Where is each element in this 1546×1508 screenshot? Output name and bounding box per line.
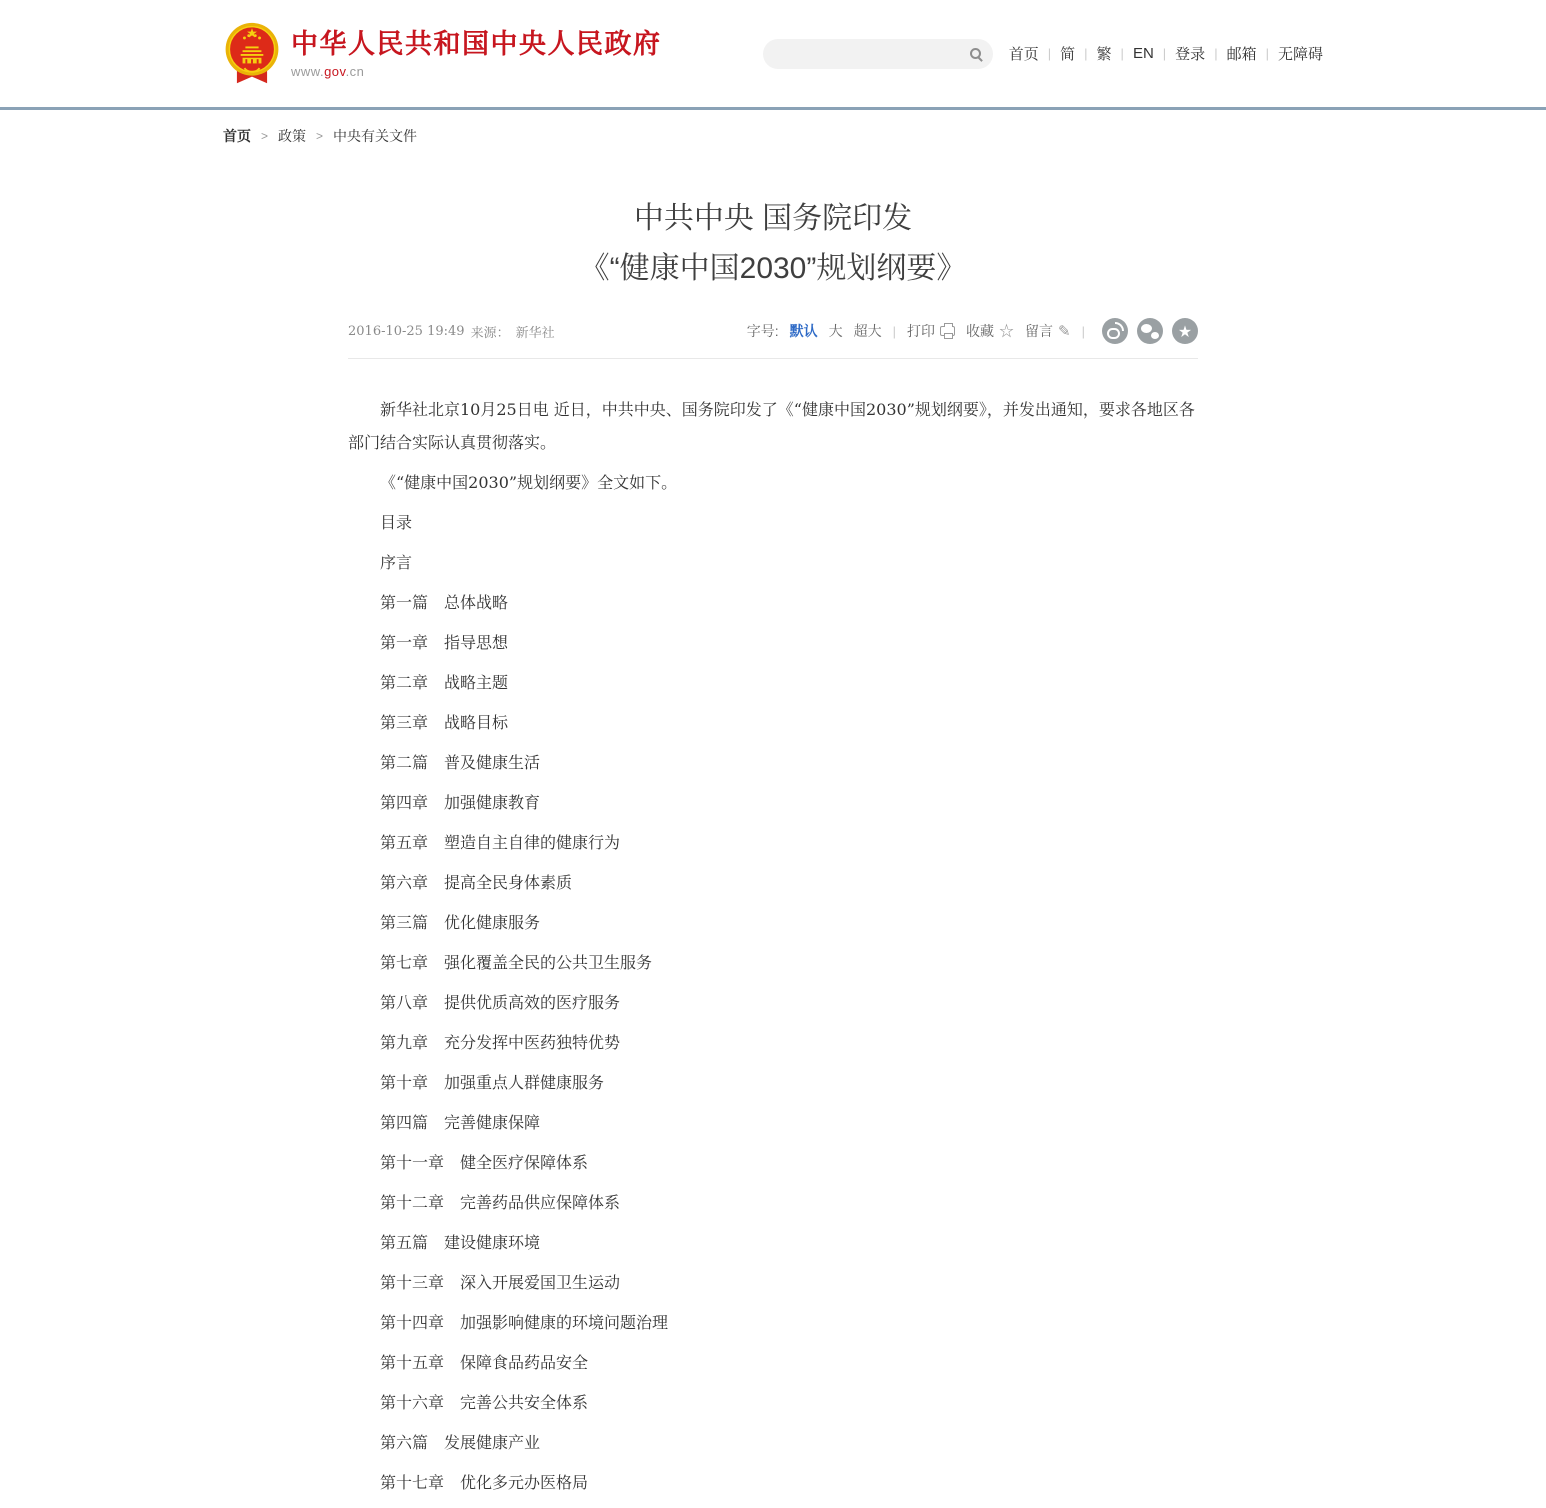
nav-link-0[interactable]: 首页 (1008, 46, 1039, 63)
font-size-label: 字号: (746, 323, 779, 339)
article-toolbar (747, 318, 1198, 344)
toc-item-12: 第八章 提供优质高效的医疗服务 (380, 993, 621, 1012)
breadcrumb (223, 126, 1323, 146)
weibo-share-icon[interactable] (1102, 318, 1128, 344)
paragraph: 新华社北京10月25日电 近日，中共中央、国务院印发了《“健康中国2030”规划纲要》，并发出通知，要求各地区各部门结合实际认真贯彻落实。 (348, 400, 1195, 452)
toc-item-16: 第十一章 健全医疗保障体系 (380, 1153, 589, 1172)
toc-item-6: 第二篇 普及健康生活 (380, 753, 541, 772)
page-title-line1: 中共中央 国务院印发 (633, 202, 913, 235)
toc-item-4: 第二章 战略主题 (380, 673, 509, 692)
source-value[interactable]: 新华社 (515, 325, 555, 341)
article-meta-left (348, 322, 555, 341)
font-size-xlarge[interactable]: 超大 (853, 323, 882, 339)
toc-item-19: 第十三章 深入开展爱国卫生运动 (380, 1273, 621, 1292)
site-url (291, 64, 662, 79)
nav-link-1[interactable]: 简 (1060, 46, 1076, 63)
toc-item-9: 第六章 提高全民身体素质 (380, 873, 573, 892)
site-title: 中华人民共和国中央人民政府 (291, 29, 662, 60)
source-label: 来源： (470, 325, 510, 341)
toc-item-21: 第十五章 保障食品药品安全 (380, 1353, 589, 1372)
toc-item-2: 第一篇 总体战略 (380, 593, 509, 612)
nav-separator: | (1162, 46, 1167, 61)
site-logo[interactable] (223, 21, 662, 87)
star-outline-icon: ☆ (999, 322, 1015, 340)
toc-item-24: 第十七章 优化多元办医格局 (380, 1473, 589, 1492)
article-meta-row (348, 318, 1198, 359)
toc-item-14: 第十章 加强重点人群健康服务 (380, 1073, 605, 1092)
toc-item-11: 第七章 强化覆盖全民的公共卫生服务 (380, 953, 653, 972)
nav-separator: | (1120, 46, 1124, 61)
print-label: 打印 (907, 323, 936, 339)
favorite-button[interactable] (966, 321, 1014, 341)
site-url-prefix: www. (291, 63, 325, 79)
toc-item-22: 第十六章 完善公共安全体系 (380, 1393, 589, 1412)
nav-separator: | (1265, 46, 1269, 61)
toc-item-7: 第四章 加强健康教育 (380, 793, 541, 812)
site-header (0, 0, 1546, 110)
toc-item-5: 第三章 战略目标 (380, 713, 509, 732)
toc-item-13: 第九章 充分发挥中医药独特优势 (380, 1033, 621, 1052)
toolbar-separator: | (1081, 323, 1085, 339)
toc-item-3: 第一章 指导思想 (380, 633, 509, 652)
search-box (763, 39, 993, 69)
paragraph: 《“健康中国2030”规划纲要》全文如下。 (380, 473, 678, 492)
toc-item-18: 第五篇 建设健康环境 (380, 1233, 541, 1252)
font-size-default[interactable]: 默认 (789, 323, 818, 339)
site-identity (291, 28, 662, 78)
breadcrumb-separator: > (316, 129, 324, 143)
nav-separator: | (1214, 46, 1218, 61)
nav-link-6[interactable]: 无障碍 (1277, 46, 1323, 63)
nav-separator: | (1084, 46, 1088, 61)
article-body (348, 393, 1198, 1499)
comment-button[interactable] (1025, 321, 1071, 341)
nav-link-3[interactable]: EN (1132, 45, 1154, 62)
toc-item-17: 第十二章 完善药品供应保障体系 (380, 1193, 621, 1212)
qzone-share-icon[interactable] (1172, 318, 1198, 344)
toc-item-1: 序言 (380, 553, 413, 572)
nav-link-2[interactable]: 繁 (1096, 46, 1112, 63)
toc-list (348, 506, 1198, 1499)
breadcrumb-item-2: 中央有关文件 (333, 128, 418, 144)
comment-label: 留言 (1025, 323, 1054, 339)
font-size-large[interactable]: 大 (828, 323, 843, 339)
site-url-gov: gov (324, 63, 346, 79)
pencil-icon: ✎ (1058, 322, 1071, 340)
toolbar-separator: | (892, 323, 897, 339)
national-emblem-icon (223, 21, 281, 87)
site-url-suffix: .cn (345, 63, 365, 79)
breadcrumb-item-1[interactable]: 政策 (278, 128, 307, 144)
top-nav (1009, 43, 1323, 64)
publish-date: 2016-10-25 19:49 (348, 323, 465, 339)
toc-item-8: 第五章 塑造自主自律的健康行为 (380, 833, 621, 852)
toc-item-10: 第三篇 优化健康服务 (380, 913, 541, 932)
share-group (1102, 318, 1198, 344)
nav-link-4[interactable]: 登录 (1175, 46, 1206, 63)
wechat-share-icon[interactable] (1137, 318, 1163, 344)
toc-item-20: 第十四章 加强影响健康的环境问题治理 (380, 1313, 669, 1332)
print-button[interactable] (907, 321, 955, 341)
toc-item-15: 第四篇 完善健康保障 (380, 1113, 541, 1132)
breadcrumb-item-0[interactable]: 首页 (223, 128, 251, 144)
search-icon[interactable] (970, 48, 981, 59)
nav-link-5[interactable]: 邮箱 (1226, 46, 1257, 63)
nav-separator: | (1047, 46, 1052, 61)
breadcrumb-separator: > (261, 129, 269, 143)
article (348, 194, 1198, 1499)
printer-icon (940, 326, 955, 336)
search-input[interactable] (775, 45, 970, 62)
toc-item-0: 目录 (380, 513, 413, 532)
page-title-line2: 《“健康中国2030”规划纲要》 (579, 252, 967, 285)
breadcrumb-row (223, 110, 1323, 146)
page-title (348, 194, 1198, 294)
favorite-label: 收藏 (966, 323, 995, 339)
toc-item-23: 第六篇 发展健康产业 (380, 1433, 541, 1452)
